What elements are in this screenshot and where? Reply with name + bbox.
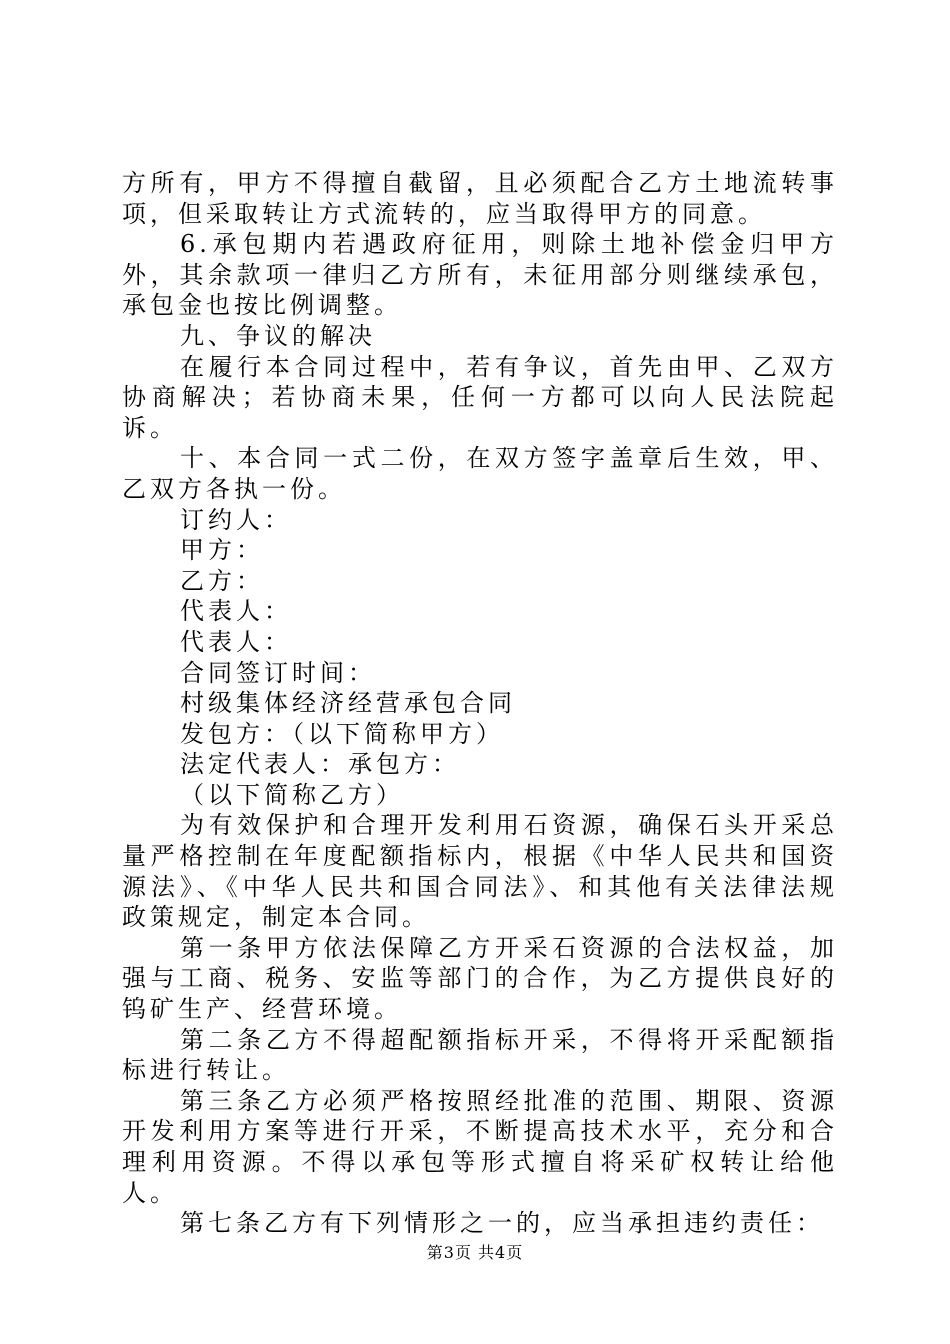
signature-party-b: 乙方： [180, 566, 264, 595]
page-number-footer: 第3页 共4页 [426, 1243, 524, 1262]
section-heading-dispute: 九、争议的解决 [180, 321, 376, 350]
document-body [122, 168, 838, 1239]
article-1: 第一条甲方依法保障乙方开采石资源的合法权益，加强与工商、税务、安监等部门的合作，为乙方提供良好的钨矿生产、经营环境。 [122, 933, 838, 1024]
signature-representative-a: 代表人： [180, 597, 292, 626]
paragraph-continuation: 方所有，甲方不得擅自截留，且必须配合乙方土地流转事项，但采取转让方式流转的，应当取得甲方的同意。 [122, 169, 838, 228]
signature-representative-b: 代表人： [180, 627, 292, 656]
signature-date: 合同签订时间： [180, 658, 376, 687]
contract-contractor-alias: （以下简称乙方） [180, 780, 404, 809]
contract-legal-rep: 法定代表人：承包方： [180, 750, 460, 779]
signature-party-a: 甲方： [180, 536, 264, 565]
paragraph-copies: 十、本合同一式二份，在双方签字盖章后生效，甲、乙双方各执一份。 [122, 444, 838, 503]
article-7: 第七条乙方有下列情形之一的，应当承担违约责任： [180, 1209, 824, 1238]
paragraph-dispute: 在履行本合同过程中，若有争议，首先由甲、乙双方协商解决；若协商未果，任何一方都可以向人民法院起诉。 [122, 352, 838, 442]
signature-signatories: 订约人： [180, 505, 292, 534]
contract-issuer: 发包方：（以下简称甲方） [180, 719, 504, 748]
paragraph-item-6: 6.承包期内若遇政府征用，则除土地补偿金归甲方外，其余款项一律归乙方所有，未征用部分则继续承包，承包金也按比例调整。 [122, 230, 838, 320]
article-3: 第三条乙方必须严格按照经批准的范围、期限、资源开发利用方案等进行开采，不断提高技术水平，充分和合理利用资源。不得以承包等形式擅自将采矿权转让给他人。 [122, 1086, 838, 1207]
paragraph-preamble: 为有效保护和合理开发利用石资源，确保石头开采总量严格控制在年度配额指标内，根据《中华人民共和国资源法》、《中华人民共和国合同法》、和其他有关法律法规政策规定，制定本合同。 [122, 811, 838, 932]
article-2: 第二条乙方不得超配额指标开采，不得将开采配额指标进行转让。 [122, 1025, 838, 1085]
contract-title: 村级集体经济经营承包合同 [180, 689, 516, 718]
